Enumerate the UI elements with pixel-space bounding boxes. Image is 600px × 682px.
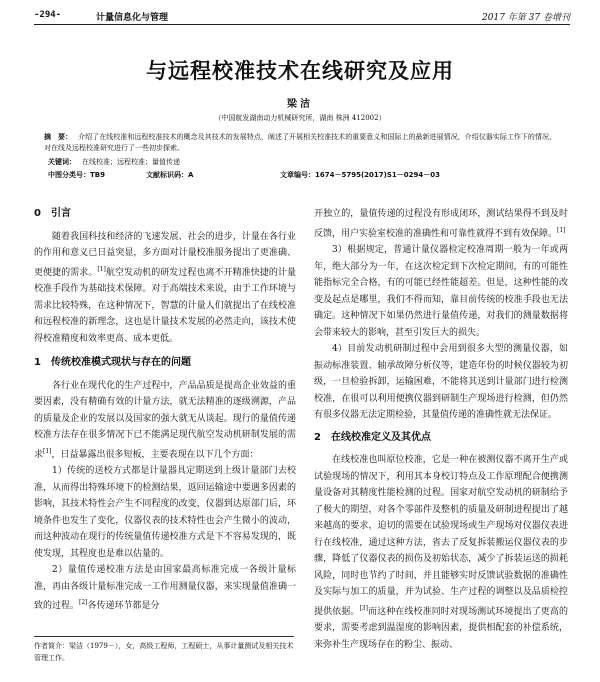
keywords-label: 关键词： <box>48 158 76 166</box>
section-1-paragraph-1: 各行业在现代化的生产过程中，产品品质是提高企业效益的重要因素，没有精确有效的计量方法，就无法精准的逐级溯源，产品的质量及企业的发展以及国家的强大就无从谈起。现行的量值传递校准方法存在很多情况下已不能满足现代航空发动机研制发展的需求[1]，日益暴露出很多短板，主要表现在以下几个方面： <box>34 380 296 460</box>
citation-ref: [3] <box>359 604 368 612</box>
document-code: 文献标识码：A <box>146 171 194 179</box>
section-0-paragraph: 随着我国科技和经济的飞速发展、社会的进步，计量在各行业的作用和意义已日益突显，多方面对计量校准服务提出了更准确、更便捷的需求。[1]航空发动机的研发过程也离不开精准快捷的计量校准手段作为基础技术保障。对于高端技术来说，由于工作环境与需求比较特殊，在这种情况下，智慧的计量人们就提出了在线校准和远程校准的新理念，这也是计量技术发展的必然走向，该技术使得校准精度和效率更高、成本更低。 <box>34 231 296 344</box>
author-affiliation: （中国航发湖南动力机械研究所，湖南 株洲 412002） <box>214 114 386 122</box>
section-2-heading: 2 在线校准定义及其优点 <box>314 431 431 443</box>
continued-paragraph: 开独立的，量值传递的过程没有形成闭环，测试结果得不到及时反馈，用户实验室校准的准确性和可靠性就得不到有效保障。[1] <box>314 209 568 239</box>
page-number: -294- <box>34 10 62 20</box>
issue-item-4: 4）目前发动机研制过程中会用到很多大型的测量仪器，如振动标准装置、轴承故障分析仪等，建造年份的时候仪器较为初级，一旦检验拆卸，运输困难，不能将其送到计量部门进行检测校准，在很可以利用便携仪器到研制生产现场进行检测，但仍然有很多仪器无法定期检验，其量值传递的准确性就无法保证。 <box>314 344 568 420</box>
section-1-paragraph-3: 2）量值传递校准方法是由国家最高标准完成一各级计量标准，再由各级计量标准完成一工作用测量仪器，来实现量值准确一致的过程。[2]各传递环节都是分 <box>34 565 296 611</box>
classification-line <box>48 170 558 182</box>
clc-number: 中图分类号：TB9 <box>48 171 105 179</box>
journal-volume: 2017 年第 37 卷增刊 <box>482 13 570 23</box>
abstract-label: 摘 要： <box>44 133 73 141</box>
keywords-text: 在线校准；远程校准；量值传递 <box>82 158 180 166</box>
paper-title: 与远程校准技术在线研究及应用 <box>146 59 454 83</box>
section-0-heading: 0 引言 <box>34 208 71 219</box>
footnote-text: 作者简介：梁洁（1979－），女，高级工程师，工程硕士，从事计量测试及相关技术管理工作。 <box>34 642 294 662</box>
author-name: 梁洁 <box>287 99 313 110</box>
keywords <box>48 157 180 167</box>
header-rule <box>34 24 570 25</box>
section-1-paragraph-2: 1）传统的送校方式都是计量器具定期送到上级计量部门去校准，从而得出特殊环境下的检测结果，返回运输途中要遇多因素的影响，其技术特性会产生不同程度的改变，仪器到达原部门后，环境条件也发生了变化，仪器仪表的技术特性也会产生微小的波动，而这种波动在现行的传统量值传递校准方式是下不容易发现的，既使发现，其程度也是难以估量的。 <box>34 466 296 559</box>
journal-name: 计量信息化与管理 <box>96 13 169 23</box>
abstract-text: 介绍了在线校准和远程校准技术的概念及其技术的发展特点，阐述了开展相关校准技术的重要意义和国际上的最新进展情况，介绍仪器实际工作下的情况，对在线及远程校准研究进行了一些初步探索。 <box>44 133 557 152</box>
right-column <box>314 206 568 653</box>
issue-item-3: 3）根据规定，普通计量仪器检定校准周期一般为一年或两年，绝大部分为一年，在这次检定到下次检定期间，有的可能性能指标完全合格，有的可能已经性能超差。但是，这种性能的改变及起点是哪里，我们不得而知，靠目前传统的校准手段也无法确定。这种情况下如果仍然进行量值传递，对我们的测量数据将会带来较大的影响，甚至引发巨大的损失。 <box>314 245 568 338</box>
article-number: 文章编号：1674－5795(2017)S1－0294－03 <box>280 171 440 179</box>
left-column <box>34 206 296 615</box>
citation-ref: [1] <box>43 447 52 455</box>
section-1-heading: 1 传统校准模式现状与存在的问题 <box>34 357 191 368</box>
citation-ref: [1] <box>97 265 106 273</box>
section-2-paragraph: 在线校准也叫原位校准，它是一种在被测仪器不离开生产或试验现场的情况下，利用其本身校订特点及工作原理配合便携测量设备对其精度性能检测的过程。国家对航空发动机的研制给予了极大的期望，对各个零部件及整机的质量及研制进程提出了越来越高的要求，迫切的需要在试验现场或生产现场对仪器仪表进行在线校准，通过这种方法，省去了反复拆装搬运仪器仪表的步骤，降低了仪器仪表的损伤及初始状态，减少了拆装运送的损耗风险，同时也节约了时间，并且能够实时反馈试验数据的准确性及实际与加工的质量，并为试验、生产过程的调整以及品质检控提供依据。[3]而这种在线校准同时对现场测试环境提出了更高的要求，需要考虑到温湿度的影响因素，提供相配套的补偿系统，来弥补生产现场存在的粉尘、振动、 <box>314 455 568 650</box>
abstract <box>44 132 556 154</box>
citation-ref: [2] <box>79 599 88 606</box>
author-footnote <box>34 636 294 664</box>
citation-ref: [1] <box>557 226 566 234</box>
